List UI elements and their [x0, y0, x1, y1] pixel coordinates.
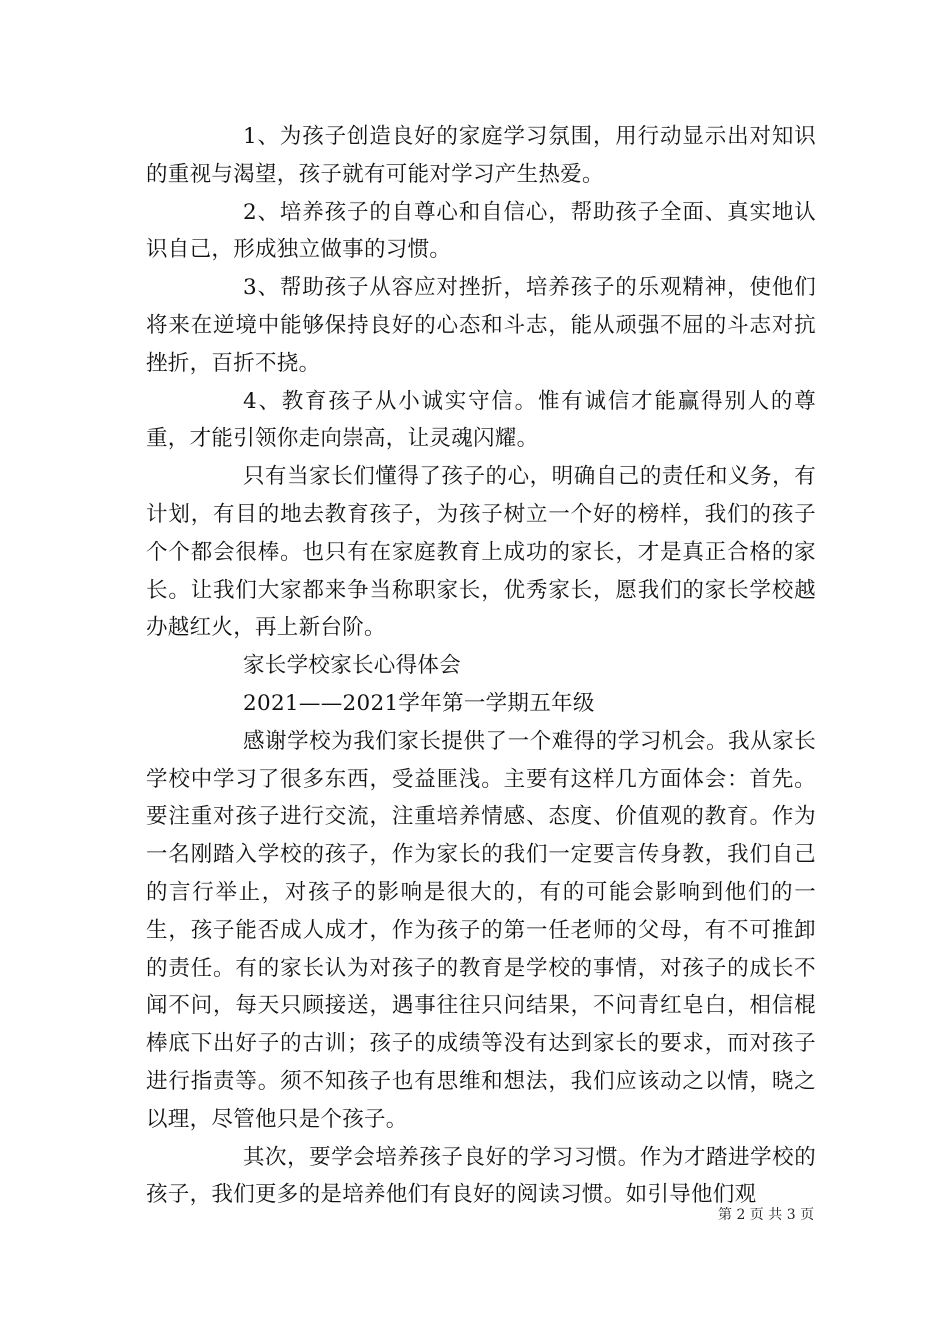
paragraph-experience: 感谢学校为我们家长提供了一个难得的学习机会。我从家长学校中学习了很多东西，受益匪浅。主要有这样几方面体会：首先。要注重对孩子进行交流，注重培养情感、态度、价值观的教育。作为一名刚踏入学校的孩子，作为家长的我们一定要言传身教，我们自己的言行举止，对孩子的影响是很大的，有的可能会影响到他们的一生，孩子能否成人成才，作为孩子的第一任老师的父母，有不可推卸的责任。有的家长认为对孩子的教育是学校的事情，对孩子的成长不闻不问，每天只顾接送，遇事往往只问结果，不问青红皂白，相信棍棒底下出好子的古训；孩子的成绩等没有达到家长的要求，而对孩子进行指责等。须不知孩子也有思维和想法，我们应该动之以情，晓之以理，尽管他只是个孩子。 — [146, 728, 816, 1132]
document-body — [146, 118, 816, 1214]
paragraph-point-1: 1、为孩子创造良好的家庭学习氛围，用行动显示出对知识的重视与渴望，孩子就有可能对学习产生热爱。 — [146, 124, 816, 187]
paragraph-point-2: 2、培养孩子的自尊心和自信心，帮助孩子全面、真实地认识自己，形成独立做事的习惯。 — [146, 199, 816, 263]
paragraph-point-3: 3、帮助孩子从容应对挫折，培养孩子的乐观精神，使他们将来在逆境中能够保持良好的心态和斗志，能从顽强不屈的斗志对抗挫折，百折不挠。 — [146, 275, 816, 376]
page-number-footer: 第 2 页 共 3 页 — [718, 1207, 815, 1223]
section-title: 家长学校家长心得体会 — [243, 653, 462, 679]
paragraph-second-point: 其次，要学会培养孩子良好的学习习惯。作为才踏进学校的孩子，我们更多的是培养他们有良好的阅读习惯。如引导他们观 — [146, 1144, 816, 1208]
paragraph-point-4: 4、教育孩子从小诚实守信。惟有诚信才能赢得别人的尊重，才能引领你走向崇高，让灵魂闪耀。 — [146, 388, 816, 452]
section-subtitle: 2021——2021学年第一学期五年级 — [243, 690, 595, 716]
paragraph-conclusion: 只有当家长们懂得了孩子的心，明确自己的责任和义务，有计划，有目的地去教育孩子，为孩子树立一个好的榜样，我们的孩子个个都会很棒。也只有在家庭教育上成功的家长，才是真正合格的家长。让我们大家都来争当称职家长，优秀家长，愿我们的家长学校越办越红火，再上新台阶。 — [146, 464, 816, 641]
